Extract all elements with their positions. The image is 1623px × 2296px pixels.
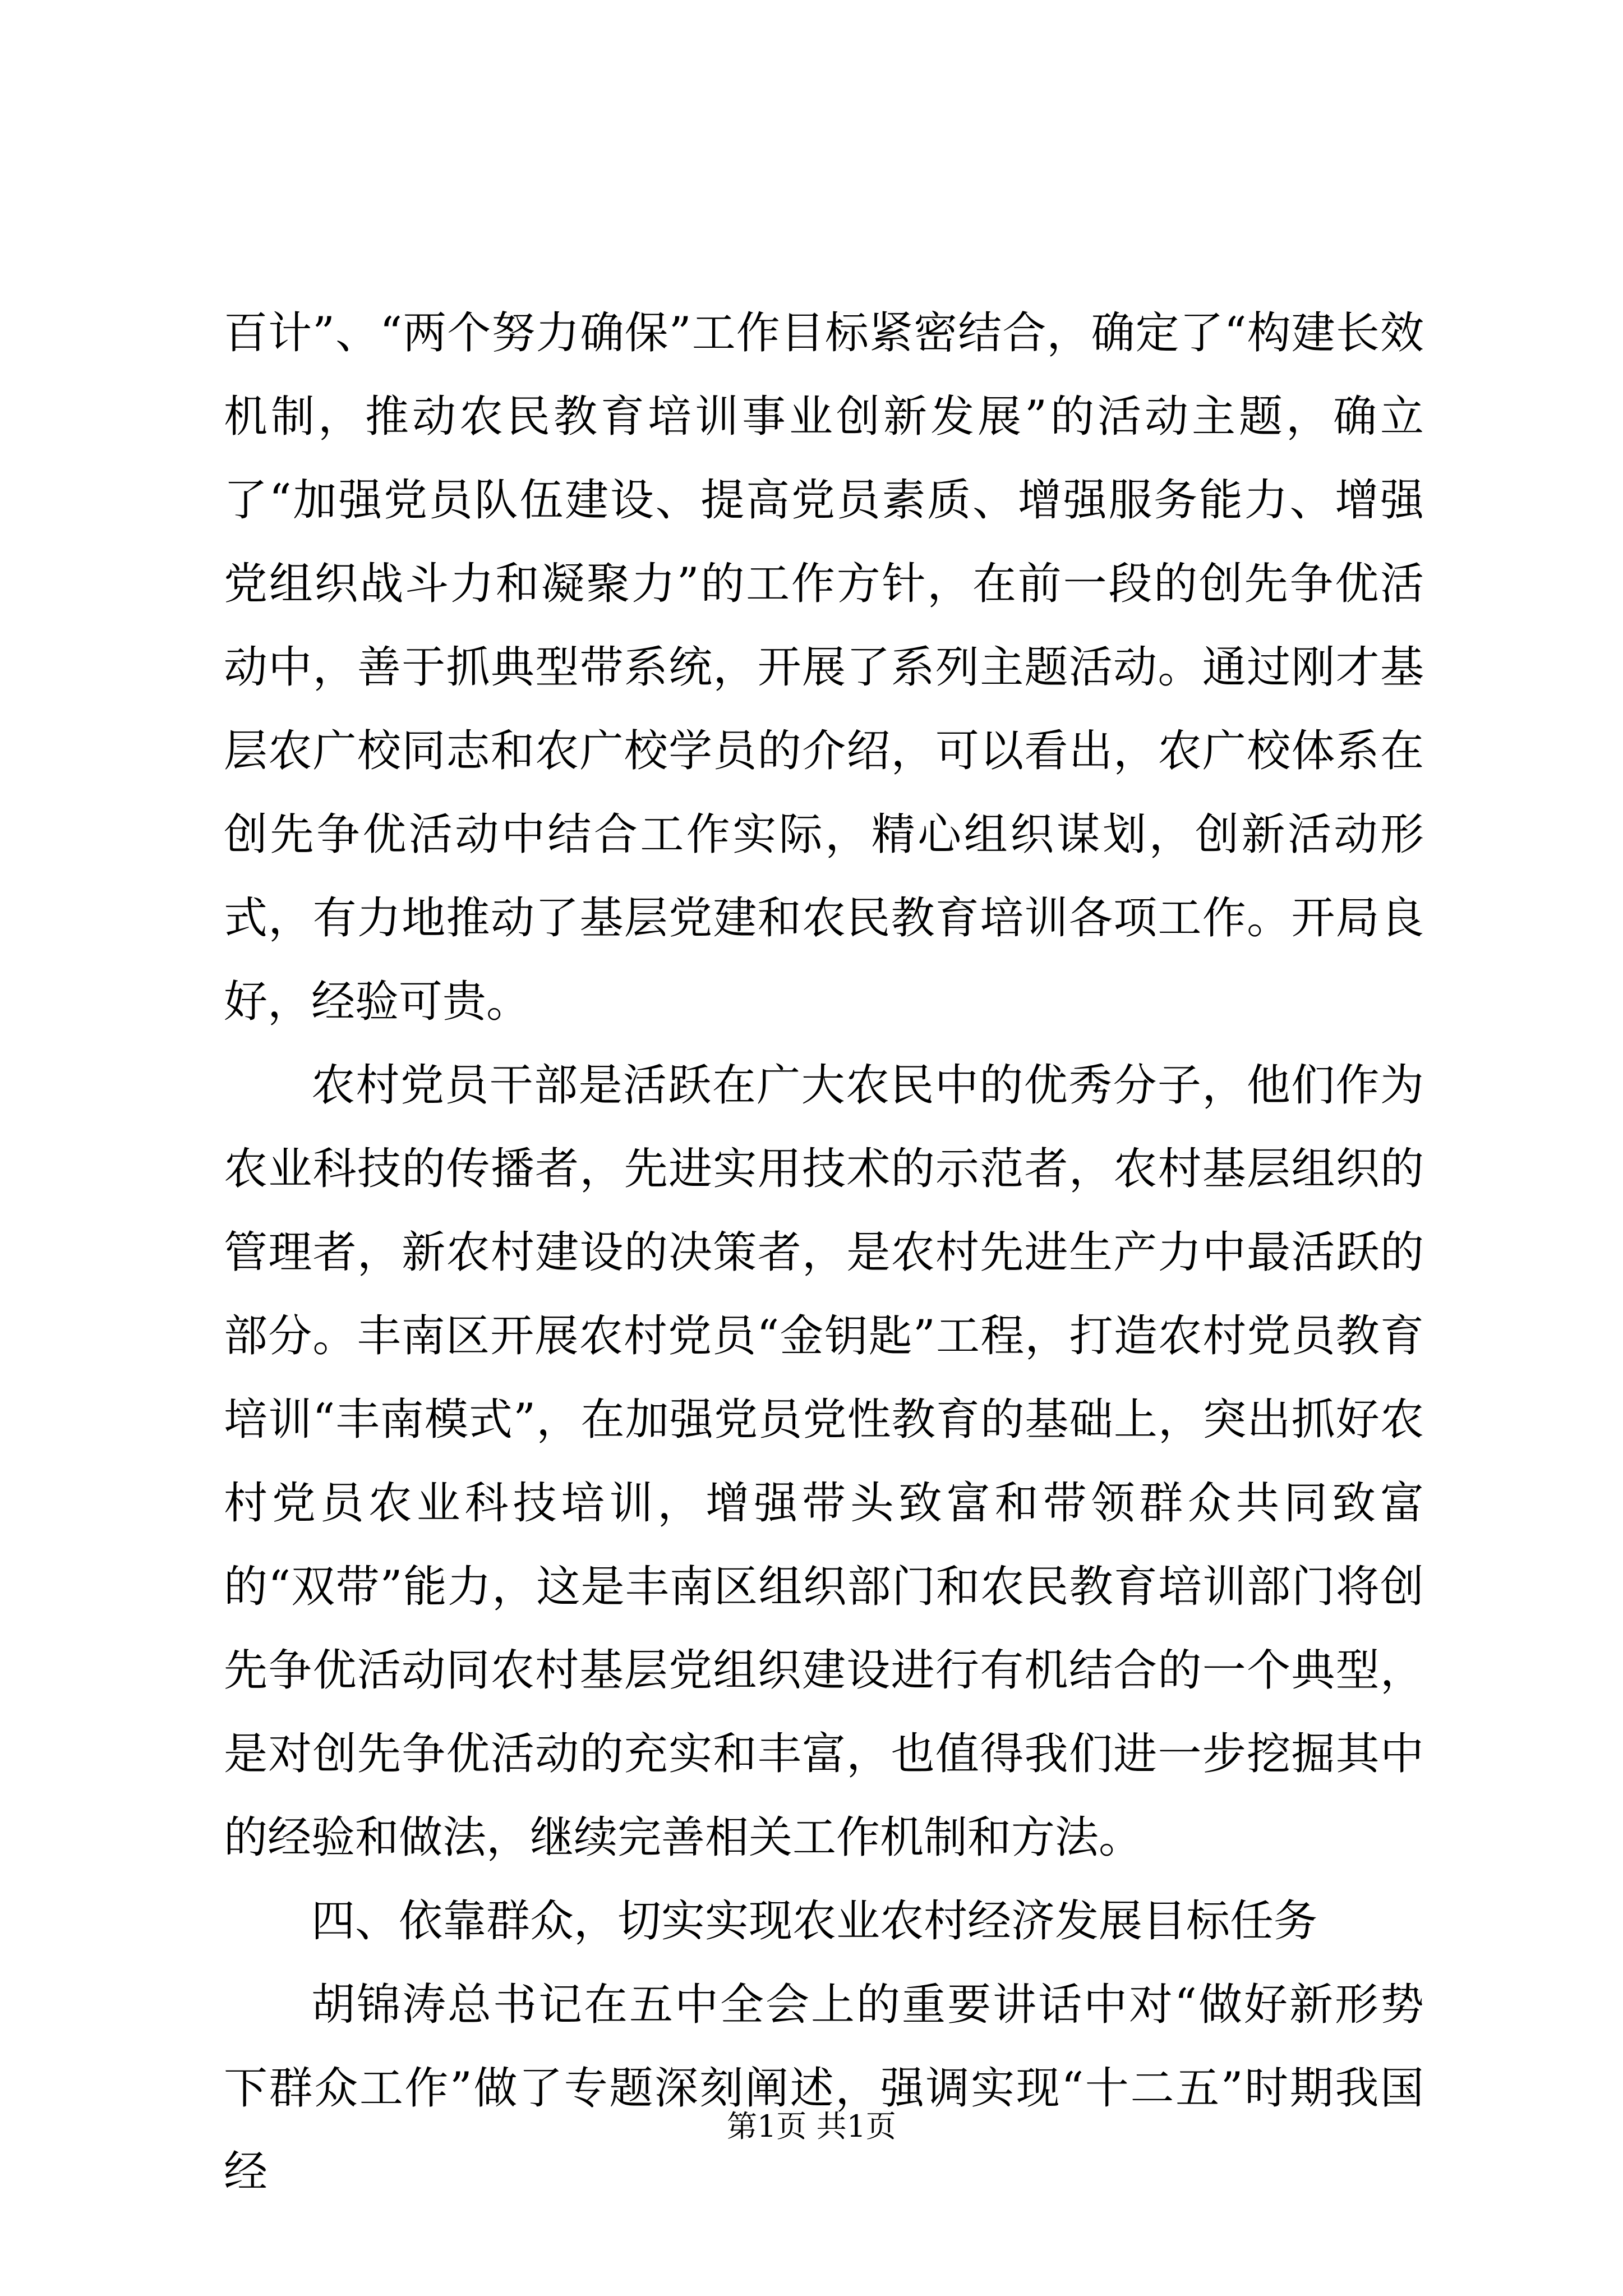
section-heading-four: 四、依靠群众，切实实现农业农村经济发展目标任务	[311, 1896, 1318, 1947]
document-body	[224, 292, 1424, 2214]
paragraph-continuation: 百计”、“两个努力确保”工作目标紧密结合，确定了“构建长效机制，推动农民教育培训事业创新发展”的活动主题，确立了“加强党员队伍建设、提高党员素质、增强服务能力、增强党组织战斗力和凝聚力”的工作方针，在前一段的创先争优活动中，善于抓典型带系统，开展了系列主题活动。通过刚才基层农广校同志和农广校学员的介绍，可以看出，农广校体系在创先争优活动中结合工作实际，精心组织谋划，创新活动形式，有力地推动了基层党建和农民教育培训各项工作。开局良好，经验可贵。	[224, 308, 1424, 1027]
page-footer: 第1页 共1页	[727, 2109, 896, 2144]
paragraph-rural-party-members: 农村党员干部是活跃在广大农民中的优秀分子，他们作为农业科技的传播者，先进实用技术的示范者，农村基层组织的管理者，新农村建设的决策者，是农村先进生产力中最活跃的部分。丰南区开展农村党员“金钥匙”工程，打造农村党员教育培训“丰南模式”，在加强党员党性教育的基础上，突出抓好农村党员农业科技培训，增强带头致富和带领群众共同致富的“双带”能力，这是丰南区组织部门和农民教育培训部门将创先争优活动同农村基层党组织建设进行有机结合的一个典型，是对创先争优活动的充实和丰富，也值得我们进一步挖掘其中的经验和做法，继续完善相关工作机制和方法。	[224, 1060, 1424, 1863]
paragraph-mass-work: 胡锦涛总书记在五中全会上的重要讲话中对“做好新形势下群众工作”做了专题深刻阐述，强调实现“十二五”时期我国经	[224, 1980, 1424, 2197]
